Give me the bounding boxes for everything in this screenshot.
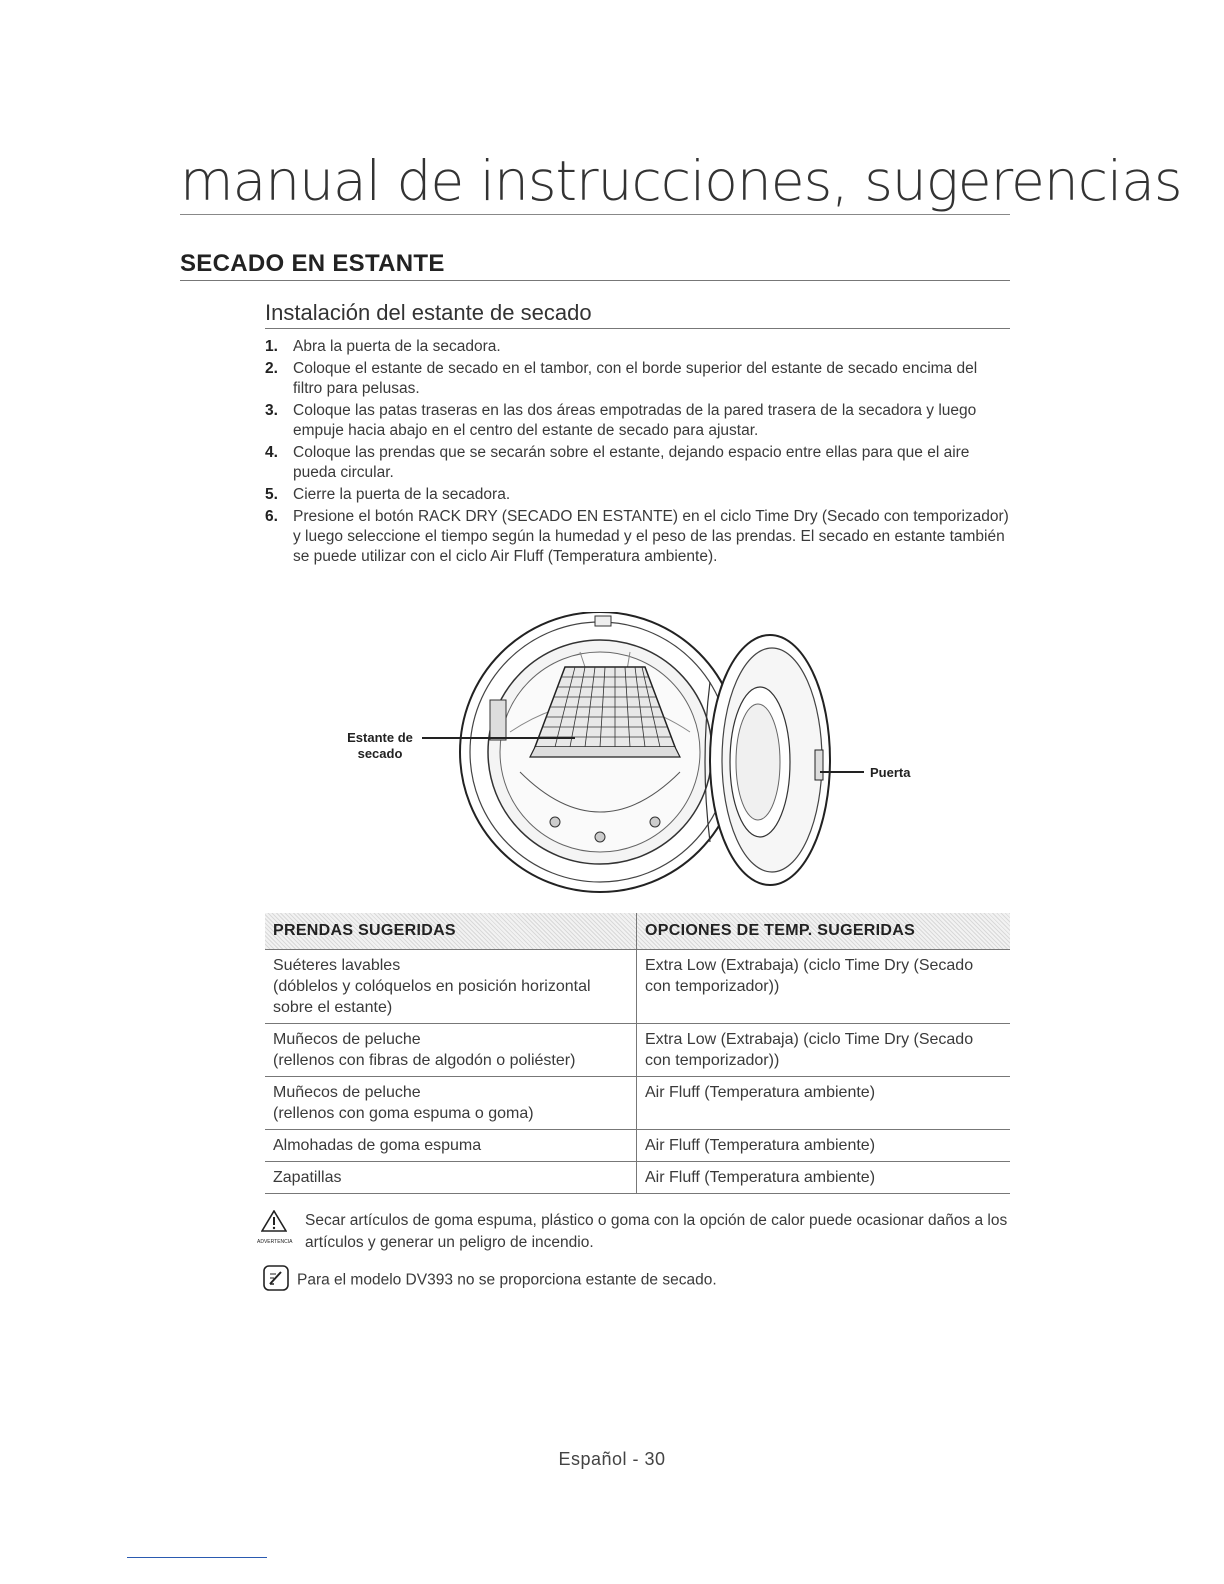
table-row (265, 1024, 1010, 1077)
item-cell (265, 1130, 637, 1162)
page-footer: Español - 30 (558, 1449, 666, 1469)
note-block (263, 1265, 717, 1296)
item-name: Almohadas de goma espuma (273, 1137, 482, 1154)
instruction-steps (265, 337, 1010, 569)
step-number: 1. (265, 338, 278, 355)
step-text: Coloque las prendas que se secarán sobre el estante, dejando espacio entre ellas para que el aire pueda circular. (293, 444, 970, 481)
table-row (265, 950, 1010, 1024)
option-cell: Extra Low (Extrabaja) (ciclo Time Dry (Secado con temporizador)) (637, 1024, 1011, 1077)
option-cell: Air Fluff (Temperatura ambiente) (637, 1162, 1011, 1194)
option-cell: Air Fluff (Temperatura ambiente) (637, 1130, 1011, 1162)
item-detail: (dóblelos y colóquelos en posición horizontal sobre el estante) (273, 978, 591, 1016)
pencil-note-icon (263, 1265, 289, 1291)
item-cell (265, 1077, 637, 1130)
step-number: 2. (265, 360, 278, 377)
step-item (265, 359, 1010, 399)
table-header-row (265, 913, 1010, 950)
option-cell: Extra Low (Extrabaja) (ciclo Time Dry (Secado con temporizador)) (637, 950, 1011, 1024)
item-name: Muñecos de peluche (273, 1084, 421, 1101)
table-row (265, 1077, 1010, 1130)
item-name: Zapatillas (273, 1169, 342, 1186)
header-items: PRENDAS SUGERIDAS (265, 913, 637, 950)
item-cell (265, 950, 637, 1024)
page-title: manual de instrucciones, sugerencias (180, 149, 1182, 213)
step-number: 3. (265, 402, 278, 419)
warning-label: ADVERTENCIA (257, 1239, 293, 1245)
item-name: Suéteres lavables (273, 957, 401, 974)
item-cell (265, 1162, 637, 1194)
step-item (265, 485, 1010, 505)
item-detail: (rellenos con goma espuma o goma) (273, 1105, 534, 1122)
rack-label (335, 730, 425, 762)
option-cell: Air Fluff (Temperatura ambiente) (637, 1077, 1011, 1130)
step-text: Abra la puerta de la secadora. (293, 338, 501, 355)
step-item (265, 443, 1010, 483)
step-item (265, 337, 1010, 357)
step-item (265, 401, 1010, 441)
dryer-illustration (330, 612, 930, 902)
table-row (265, 1130, 1010, 1162)
step-text: Coloque las patas traseras en las dos áreas empotradas de la pared trasera de la secadora y luego empuje hacia abajo en el centro del estante de secado para ajustar. (293, 402, 977, 439)
step-text: Coloque el estante de secado en el tambor, con el borde superior del estante de secado encima del filtro para pelusas. (293, 360, 978, 397)
step-number: 6. (265, 508, 278, 525)
warning-block (257, 1210, 1017, 1254)
suggested-items-table (265, 913, 1010, 1194)
rack-label-line2: secado (357, 746, 403, 761)
step-number: 5. (265, 486, 278, 503)
step-text: Cierre la puerta de la secadora. (293, 486, 511, 503)
subsection-title: Instalación del estante de secado (265, 300, 1010, 329)
item-detail: (rellenos con fibras de algodón o poliéster) (273, 1052, 576, 1069)
table-row (265, 1162, 1010, 1194)
section-title: SECADO EN ESTANTE (180, 250, 1010, 281)
rack-label-line1: Estante de (347, 730, 413, 745)
item-cell (265, 1024, 637, 1077)
warning-text: Secar artículos de goma espuma, plástico o goma con la opción de calor puede ocasionar daños a los artículos y generar un peligro de incendio. (305, 1212, 1008, 1251)
header-options: OPCIONES DE TEMP. SUGERIDAS (637, 913, 1011, 950)
warning-triangle-icon (261, 1210, 287, 1232)
step-text: Presione el botón RACK DRY (SECADO EN ESTANTE) en el ciclo Time Dry (Secado con temporizador) y luego seleccione el tiempo según la humedad y el peso de las prendas. El secado en estante también se puede utilizar con el ciclo Air Fluff (Temperatura ambiente). (293, 508, 1009, 565)
door-graphic (705, 635, 830, 885)
warning-icon (257, 1210, 291, 1245)
bottom-divider (127, 1557, 267, 1558)
note-text: Para el modelo DV393 no se proporciona estante de secado. (297, 1271, 717, 1289)
step-item (265, 507, 1010, 567)
door-label: Puerta (870, 765, 911, 780)
item-name: Muñecos de peluche (273, 1031, 421, 1048)
note-icon (263, 1265, 289, 1296)
step-number: 4. (265, 444, 278, 461)
